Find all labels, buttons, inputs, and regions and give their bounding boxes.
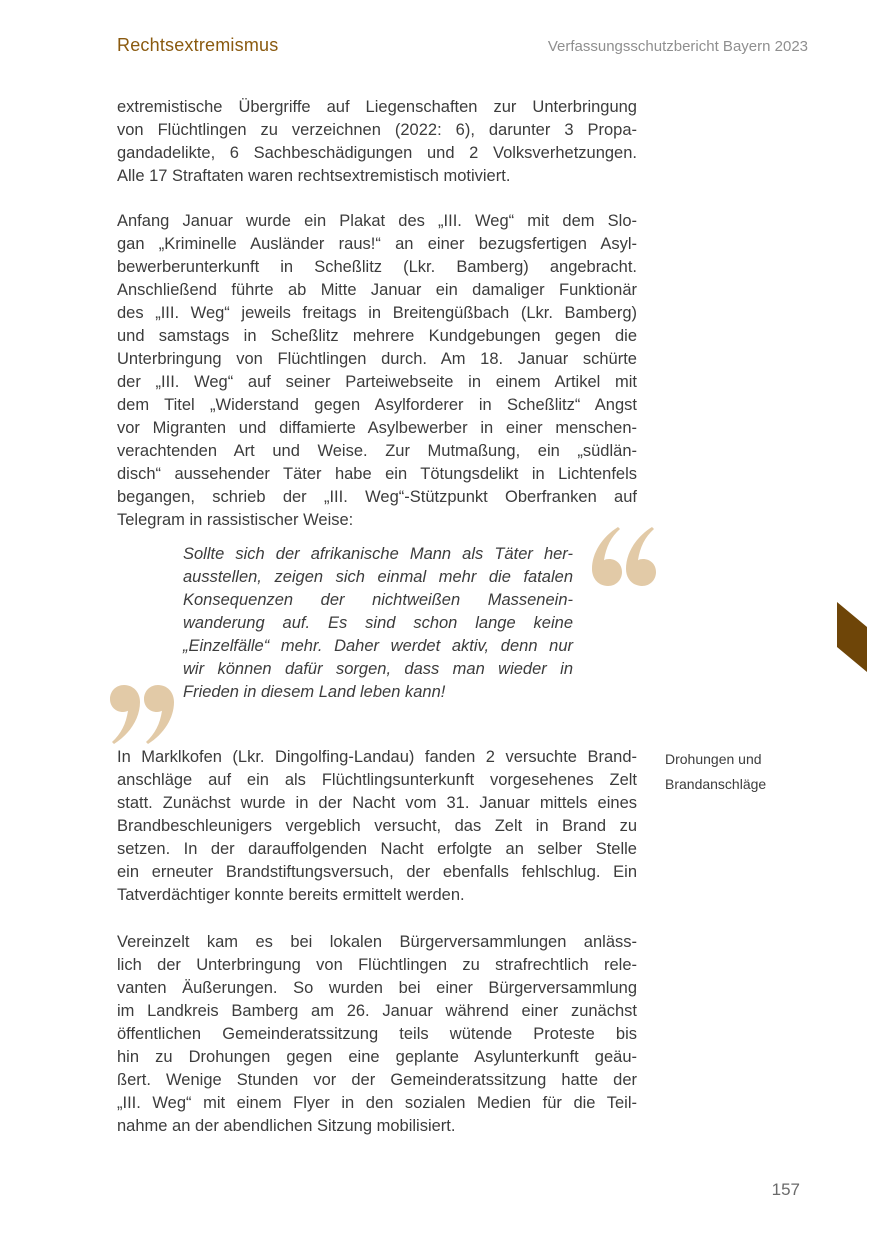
text-line: der „III. Weg“ auf seiner Parteiwebseite in einem Artikel mit [117,373,637,391]
text-line: statt. Zunächst wurde in der Nacht vom 31. Januar mittels eines [117,794,637,812]
text-line: bewerberunterkunft in Scheßlitz (Lkr. Bamberg) angebracht. [117,258,637,276]
text-line: wir können dafür sorgen, dass man wieder in [183,660,573,678]
section-title: Rechtsextremismus [117,35,279,55]
paragraph [117,96,637,188]
opening-quote-icon [592,527,656,592]
text-line: nahme an der abendlichen Sitzung mobilisiert. [117,1117,456,1135]
text-line: „Einzelfälle“ mehr. Daher werdet aktiv, denn nur [183,637,573,655]
text-line: Telegram in rassistischer Weise: [117,511,354,529]
text-line: Vereinzelt kam es bei lokalen Bürgerversammlungen anläss- [117,933,637,951]
text-line: setzen. In der darauffolgenden Nacht erfolgte an selber Stelle [117,840,637,858]
text-line: vanten Äußerungen. So wurden bei einer Bürgerversammlung [117,979,637,997]
text-line: extremistische Übergriffe auf Liegenschaften zur Unterbringung [117,98,637,116]
text-line: und samstags in Scheßlitz mehrere Kundgebungen gegen die [117,327,637,345]
text-line: gan „Kriminelle Ausländer raus!“ an einer bezugsfertigen Asyl- [117,235,637,253]
text-line: anschläge auf ein als Flüchtlingsunterkunft vorgesehenes Zelt [117,771,637,789]
margin-note: Drohungen und Brandanschläge [665,751,767,792]
text-line: begangen, schrieb der „III. Weg“-Stützpunkt Oberfranken auf [117,488,637,506]
text-line: ein erneuter Brandstiftungsversuch, der ebenfalls fehlschlug. Ein [117,863,637,881]
text-line: disch“ aussehender Täter habe ein Tötungsdelikt in Lichtenfels [117,465,637,483]
report-title: Verfassungsschutzbericht Bayern 2023 [547,38,808,55]
text-line: Konsequenzen der nichtweißen Massenein- [183,591,573,609]
text-line: vor Migranten und diffamierte Asylbewerber in einer menschen- [117,419,637,437]
text-line: dem Titel „Widerstand gegen Asylforderer in Scheßlitz“ Angst [117,396,637,414]
closing-quote-icon [110,684,174,749]
block-quote [183,543,573,704]
text-line: von Flüchtlingen zu verzeichnen (2022: 6), darunter 3 Propa- [117,121,637,139]
text-line: öffentlichen Gemeinderatssitzung teils wütende Proteste bis [117,1025,637,1043]
text-line: des „III. Weg“ jeweils freitags in Breitengüßbach (Lkr. Bamberg) [117,304,637,322]
paragraph [117,746,637,907]
paragraph [117,931,637,1138]
text-line: Brandbeschleunigers vergeblich versucht, das Zelt in Brand zu [117,817,637,835]
text-line: Unterbringung von Flüchtlingen durch. Am 18. Januar schürte [117,350,637,368]
text-line: Frieden in diesem Land leben kann! [183,683,446,701]
text-line: im Landkreis Bamberg am 26. Januar während einer zunächst [117,1002,637,1020]
text-line: ausstellen, zeigen sich einmal mehr die fatalen [183,568,573,586]
text-line: Tatverdächtiger konnte bereits ermittelt werden. [117,886,465,904]
text-line: Sollte sich der afrikanische Mann als Täter her- [183,545,573,563]
text-line: Alle 17 Straftaten waren rechtsextremistisch motiviert. [117,167,511,185]
text-line: gandadelikte, 6 Sachbeschädigungen und 2 Volksverhetzungen. [117,144,637,162]
paragraph [117,210,637,532]
text-line: verachtenden Art und Weise. Zur Mutmaßung, ein „südlän- [117,442,637,460]
text-line: lich der Unterbringung von Flüchtlingen zu strafrechtlich rele- [117,956,637,974]
text-line: Anschließend führte ab Mitte Januar ein damaliger Funktionär [117,281,637,299]
text-line: „III. Weg“ mit einem Flyer in den sozialen Medien für die Teil- [117,1094,637,1112]
text-line: Anfang Januar wurde ein Plakat des „III. Weg“ mit dem Slo- [117,212,637,230]
text-line: hin zu Drohungen gegen eine geplante Asylunterkunft geäu- [117,1048,637,1066]
text-line: ßert. Wenige Stunden vor der Gemeinderatssitzung hatte der [117,1071,637,1089]
text-line: wanderung auf. Es sind schon lange keine [183,614,573,632]
text-line: In Marklkofen (Lkr. Dingolfing-Landau) fanden 2 versuchte Brand- [117,748,637,766]
page-number: 157 [771,1180,800,1199]
page-edge-bookmark-icon [837,602,875,679]
